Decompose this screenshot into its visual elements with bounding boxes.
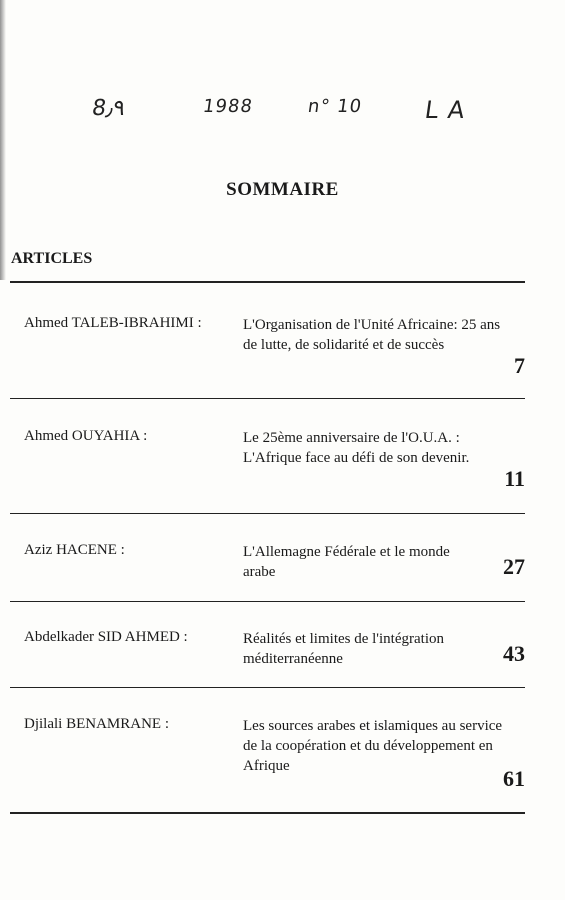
toc-entry[interactable]: [0, 629, 565, 674]
entry-title: Le 25ème anniversaire de l'O.U.A. : L'Afrique face au défi de son devenir.: [243, 430, 470, 466]
entry-author: Ahmed OUYAHIA :: [24, 428, 148, 444]
entry-title: Les sources arabes et islamiques au service de la coopération et du développement en Afrique: [243, 718, 503, 774]
divider: [10, 601, 525, 602]
divider: [10, 687, 525, 688]
divider: [10, 513, 525, 514]
scan-edge-shadow: [0, 0, 6, 280]
entry-page-number: 43: [503, 641, 525, 666]
handwritten-note: L A: [423, 96, 468, 124]
entry-author: Abdelkader SID AHMED :: [24, 629, 188, 645]
divider: [10, 281, 525, 283]
handwritten-note: 1988: [201, 96, 255, 117]
entry-author: Djilali BENAMRANE :: [24, 716, 169, 732]
entry-page-number: 7: [514, 353, 525, 378]
entry-page-number: 27: [503, 554, 525, 579]
entry-title: Réalités et limites de l'intégration méditerranéenne: [243, 631, 444, 667]
entry-title: L'Allemagne Fédérale et le monde arabe: [243, 544, 450, 580]
page-title: SOMMAIRE: [226, 179, 339, 200]
entry-page-number: 11: [504, 466, 525, 491]
entry-author: Aziz HACENE :: [24, 542, 125, 558]
toc-entry[interactable]: [0, 315, 565, 385]
toc-entry[interactable]: [0, 428, 565, 498]
divider: [10, 812, 525, 814]
divider: [10, 398, 525, 399]
entry-page-number: 61: [503, 766, 525, 791]
handwritten-note: 8٫٩: [90, 96, 127, 121]
toc-entry[interactable]: [0, 542, 565, 587]
handwritten-note: n° 10: [306, 96, 364, 117]
entry-author: Ahmed TALEB-IBRAHIMI :: [24, 315, 202, 331]
entry-title: L'Organisation de l'Unité Africaine: 25 ans de lutte, de solidarité et de succès: [243, 317, 501, 353]
section-heading: ARTICLES: [11, 250, 93, 267]
toc-entry[interactable]: [0, 716, 565, 796]
